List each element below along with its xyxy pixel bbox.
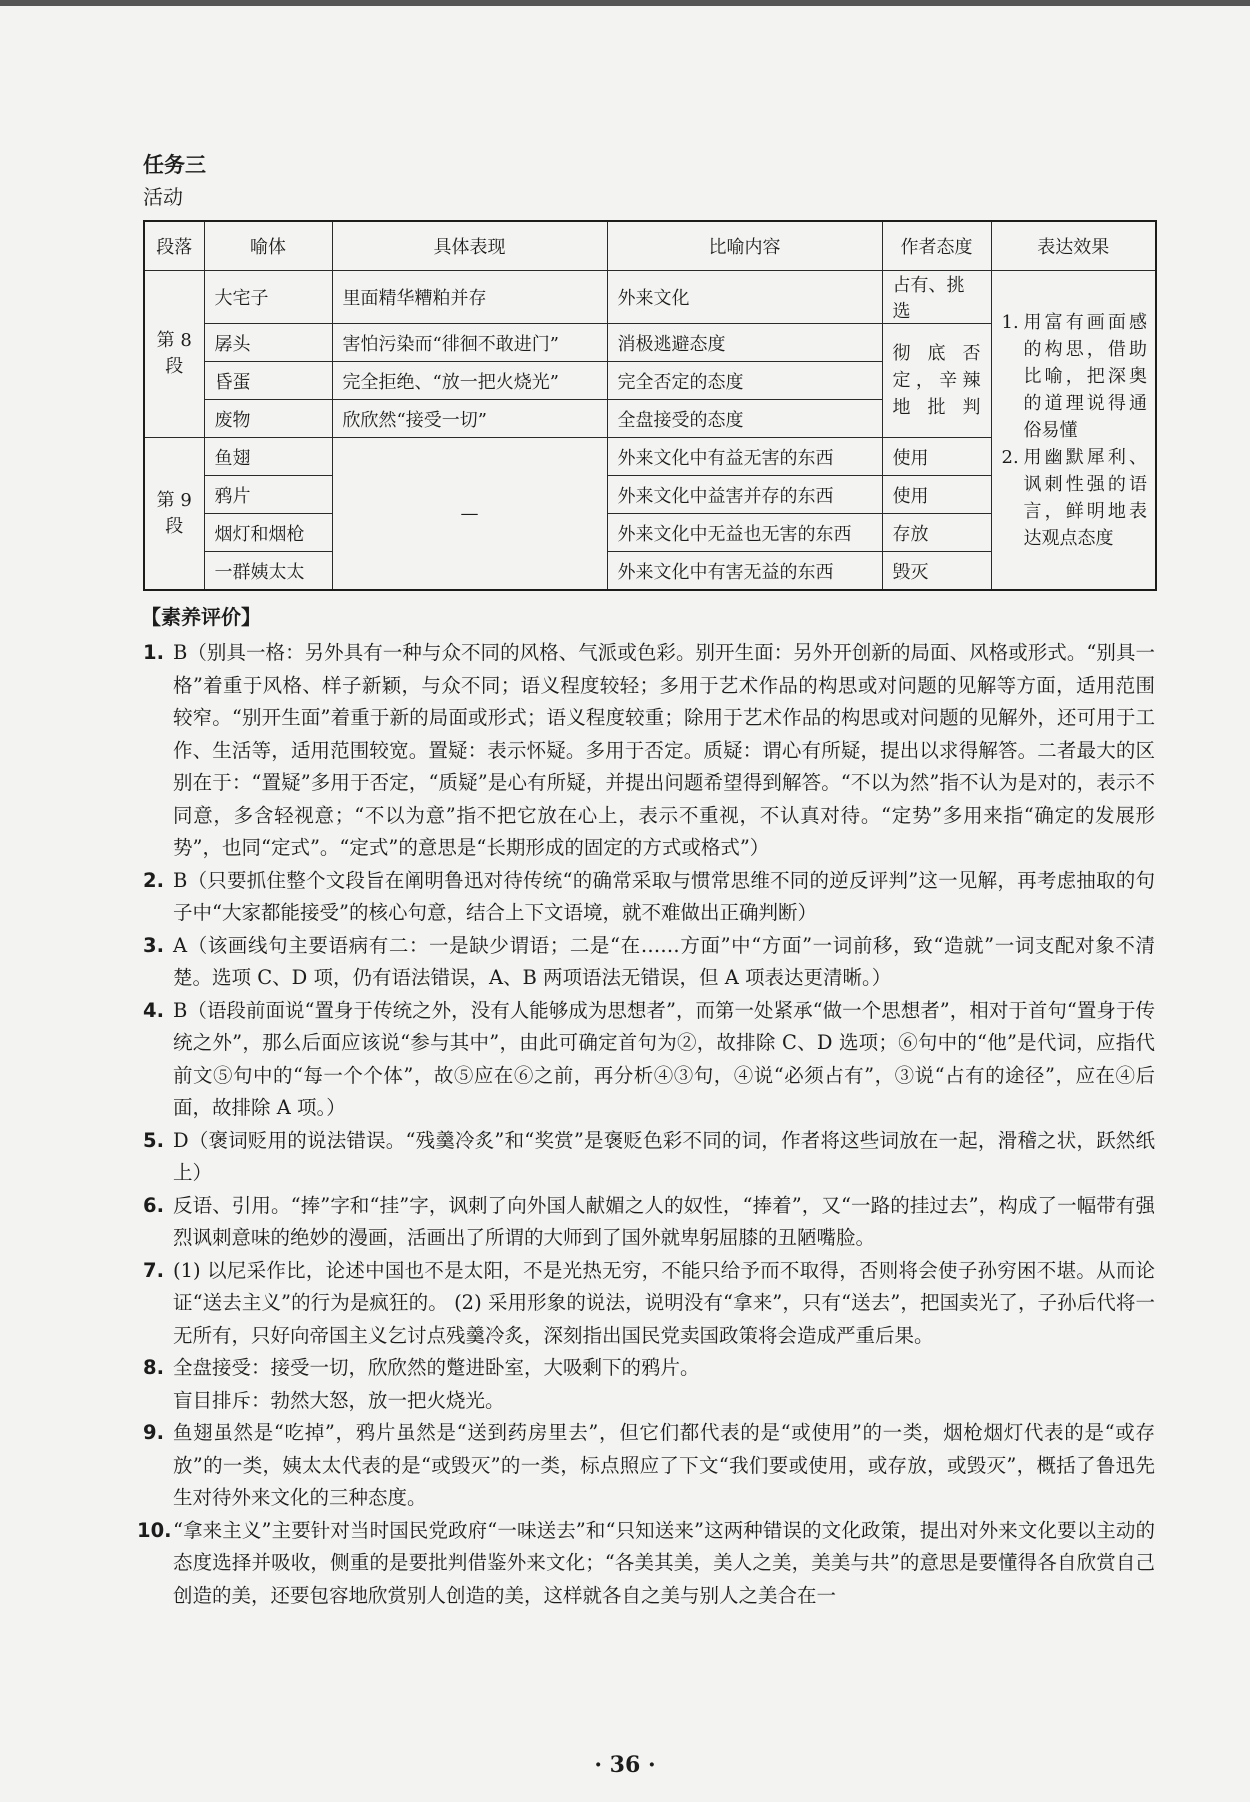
header-cell: 喻体 bbox=[204, 221, 332, 271]
answer-text: B（只要抓住整个文段旨在阐明鲁迅对待传统“的确常采取与惯常思维不同的逆反评判”这一见解，再考虑抽取的句子中“大家都能接受”的核心句意，结合上下文语境，就不难做出正确判断） bbox=[173, 868, 1155, 924]
vehicle-cell: 大宅子 bbox=[204, 271, 332, 324]
content-cell: 外来文化中有益无害的东西 bbox=[607, 438, 882, 476]
answer-text: 盲目排斥：勃然大怒，放一把火烧光。 bbox=[173, 1388, 505, 1412]
behavior-cell: 欣欣然“接受一切” bbox=[332, 400, 607, 438]
attitude-cell: 毁灭 bbox=[882, 552, 991, 591]
vehicle-cell: 烟灯和烟枪 bbox=[204, 514, 332, 552]
vehicle-cell: 一群姨太太 bbox=[204, 552, 332, 591]
attitude-cell: 彻底否定，辛辣地批判 bbox=[882, 324, 991, 438]
header-cell: 具体表现 bbox=[332, 221, 607, 271]
content-cell: 外来文化中有害无益的东西 bbox=[607, 552, 882, 591]
answer-text: A（该画线句主要语病有二：一是缺少谓语；二是“在……方面”中“方面”一词前移，致“造就”一词支配对象不清楚。选项 C、D 项，仍有语法错误，A、B 两项语法无错误，但 A 项表达更清晰。） bbox=[173, 933, 1155, 989]
content-cell: 消极逃避态度 bbox=[607, 324, 882, 362]
header-cell: 作者态度 bbox=[882, 221, 991, 271]
behavior-cell: 完全拒绝、“放一把火烧光” bbox=[332, 362, 607, 400]
answer-item bbox=[143, 1352, 1155, 1417]
content-cell: 外来文化 bbox=[607, 271, 882, 324]
answer-text: D（褒词贬用的说法错误。“残羹冷炙”和“奖赏”是褒贬色彩不同的词，作者将这些词放在一起，滑稽之状，跃然纸上） bbox=[173, 1128, 1155, 1184]
page-content bbox=[137, 150, 1155, 1612]
task-heading: 任务三 bbox=[143, 153, 206, 177]
table-row bbox=[144, 271, 1156, 324]
answer-text: 全盘接受：接受一切，欣欣然的蹩进卧室，大吸剩下的鸦片。 bbox=[173, 1356, 700, 1379]
content-cell: 完全否定的态度 bbox=[607, 362, 882, 400]
answer-number: 6. bbox=[143, 1193, 164, 1217]
behavior-cell: — bbox=[332, 438, 607, 591]
answer-item bbox=[143, 1417, 1155, 1515]
vehicle-cell: 鸦片 bbox=[204, 476, 332, 514]
answer-number: 3. bbox=[143, 933, 164, 957]
attitude-cell: 占有、挑选 bbox=[882, 271, 991, 324]
answer-number: 2. bbox=[143, 868, 164, 892]
behavior-cell: 害怕污染而“徘徊不敢进门” bbox=[332, 324, 607, 362]
attitude-cell: 使用 bbox=[882, 438, 991, 476]
effect-number: 1. bbox=[1001, 311, 1019, 333]
content-cell: 全盘接受的态度 bbox=[607, 400, 882, 438]
effect-cell bbox=[991, 271, 1156, 591]
paragraph-label: 第 8 段 bbox=[144, 271, 204, 438]
answer-item bbox=[143, 637, 1155, 865]
answer-text: 鱼翅虽然是“吃掉”，鸦片虽然是“送到药房里去”，但它们都代表的是“或使用”的一类，烟枪烟灯代表的是“或存放”的一类，姨太太代表的是“或毁灭”的一类，标点照应了下文“我们要或使用，或存放，或毁灭”，概括了鲁迅先生对待外来文化的三种态度。 bbox=[173, 1421, 1155, 1509]
answer-item bbox=[143, 1190, 1155, 1255]
attitude-cell: 使用 bbox=[882, 476, 991, 514]
answer-item bbox=[143, 1125, 1155, 1190]
header-cell: 段落 bbox=[144, 221, 204, 271]
answer-item bbox=[137, 1515, 1155, 1613]
answer-text: 反语、引用。“捧”字和“挂”字，讽刺了向外国人献媚之人的奴性，“捧着”，又“一路的挂过去”，构成了一幅带有强烈讽刺意味的绝妙的漫画，活画出了所谓的大师到了国外就卑躬屈膝的丑陋嘴脸。 bbox=[173, 1193, 1155, 1249]
answer-item bbox=[143, 865, 1155, 930]
page-number: · 36 · bbox=[594, 1752, 656, 1778]
answer-item bbox=[143, 1255, 1155, 1353]
answer-item bbox=[143, 995, 1155, 1125]
answer-item bbox=[143, 930, 1155, 995]
content-cell: 外来文化中无益也无害的东西 bbox=[607, 514, 882, 552]
top-border bbox=[0, 0, 1250, 6]
header-cell: 比喻内容 bbox=[607, 221, 882, 271]
effect-item bbox=[1002, 444, 1148, 552]
paragraph-label: 第 9 段 bbox=[144, 438, 204, 591]
vehicle-cell: 孱头 bbox=[204, 324, 332, 362]
answer-text: B（别具一格：另外具有一种与众不同的风格、气派或色彩。别开生面：另外开创新的局面、风格或形式。“别具一格”着重于风格、样子新颖，与众不同；语义程度较轻；多用于艺术作品的构思或对问题的见解等方面，适用范围较窄。“别开生面”着重于新的局面或形式；语义程度较重；除用于艺术作品的构思或对问题的见解外，还可用于工作、生活等，适用范围较宽。置疑：表示怀疑。多用于否定。质疑：谓心有所疑，提出以求得解答。二者最大的区别在于：“置疑”多用于否定，“质疑”是心有所疑，并提出问题希望得到解答。“不以为然”指不认为是对的，表示不同意，多含轻视意；“不以为意”指不把它放在心上，表示不重视，不认真对待。“定势”多用来指“确定的发展形势”，也同“定式”。“定式”的意思是“长期形成的固定的方式或格式”） bbox=[173, 641, 1155, 859]
evaluation-heading: 【素养评价】 bbox=[141, 605, 261, 629]
table-header-row bbox=[144, 221, 1156, 271]
answer-text: B（语段前面说“置身于传统之外，没有人能够成为思想者”，而第一处紧承“做一个思想者”，相对于首句“置身于传统之外”，那么后面应该说“参与其中”，由此可确定首句为②，故排除 C、D 选项；⑥句中的“他”是代词，应指代前文⑤句中的“每一个个体”，故⑤应在⑥之前，再分析④③句，④说“必须占有”，③说“占有的途径”，应在④后面，故排除 A 项。） bbox=[173, 998, 1155, 1119]
answer-number: 4. bbox=[143, 998, 164, 1022]
answer-number: 9. bbox=[143, 1421, 164, 1444]
answer-text: “拿来主义”主要针对当时国民党政府“一味送去”和“只知送来”这两种错误的文化政策，提出对外来文化要以主动的态度选择并吸收，侧重的是要批判借鉴外来文化；“各美其美，美人之美，美美与共”的意思是要懂得各自欣赏自己创造的美，还要包容地欣赏别人创造的美，这样就各自之美与别人之美合在一 bbox=[173, 1518, 1155, 1607]
answer-number: 8. bbox=[143, 1356, 164, 1379]
answer-number: 7. bbox=[143, 1258, 164, 1282]
content-cell: 外来文化中益害并存的东西 bbox=[607, 476, 882, 514]
answer-number: 1. bbox=[143, 641, 164, 664]
header-cell: 表达效果 bbox=[991, 221, 1156, 271]
effect-text: 用幽默犀利、讽刺性强的语言，鲜明地表达观点态度 bbox=[1023, 446, 1147, 549]
metaphor-table bbox=[143, 220, 1157, 591]
attitude-cell: 存放 bbox=[882, 514, 991, 552]
vehicle-cell: 废物 bbox=[204, 400, 332, 438]
answer-number: 5. bbox=[143, 1128, 164, 1152]
activity-heading: 活动 bbox=[143, 185, 183, 209]
effect-text: 用富有画面感的构思，借助比喻，把深奥的道理说得通俗易懂 bbox=[1023, 311, 1147, 441]
vehicle-cell: 鱼翅 bbox=[204, 438, 332, 476]
effect-number: 2. bbox=[1001, 446, 1019, 468]
answer-text: (1) 以尼采作比，论述中国也不是太阳，不是光热无穷，不能只给予而不取得，否则将会使子孙穷困不堪。从而论证“送去主义”的行为是疯狂的。 (2) 采用形象的说法，说明没有“拿来”，只有“送去”，把国卖光了，子孙后代将一无所有，只好向帝国主义乞讨点残羹冷炙，深刻指出国民党卖国政策将会造成严重后果。 bbox=[173, 1258, 1155, 1347]
effect-item bbox=[1002, 309, 1148, 444]
vehicle-cell: 昏蛋 bbox=[204, 362, 332, 400]
answer-number: 10. bbox=[137, 1518, 172, 1542]
behavior-cell: 里面精华糟粕并存 bbox=[332, 271, 607, 324]
